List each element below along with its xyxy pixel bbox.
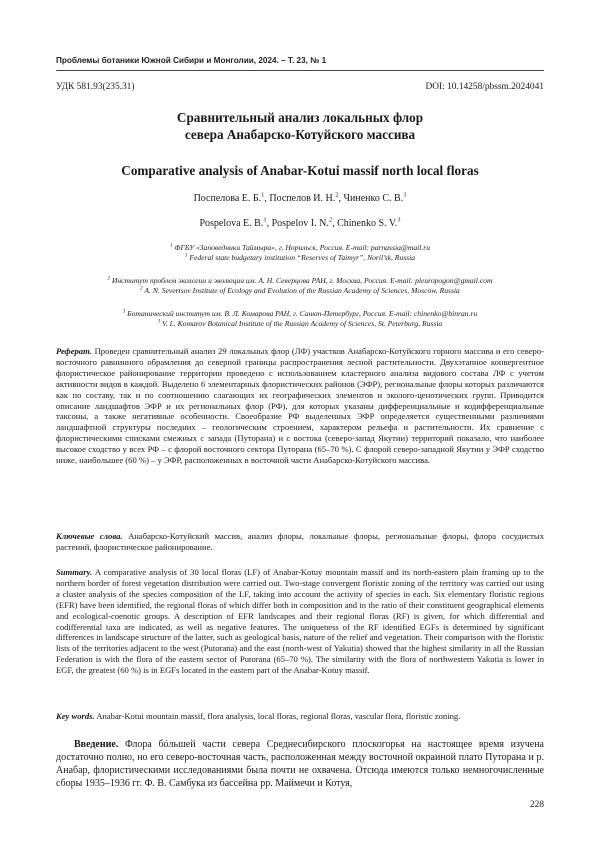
author-ru-3: Чиненко С. В.$^3$ [343, 191, 407, 204]
title-ru-line-2: севера Анабарско-Котуйского массива [184, 126, 416, 142]
affiliation-3-en: $^3$ V. L. Komarov Botanical Institute of the Russian Academy of Sciences, St. Peterburg, Russia [157, 319, 443, 329]
authors-english [56, 218, 544, 229]
author-ru-2: Поспелов И. Н.$^2$, [269, 191, 344, 204]
introduction-label: Введение. [74, 739, 119, 750]
keywords-en-label: Key words. [56, 711, 95, 721]
affiliation-3 [56, 309, 544, 329]
title-russian [56, 110, 544, 143]
author-en-1: Pospelova E. B.$^1$, [199, 216, 272, 229]
affiliation-1-en: $^1$ Federal state budgetary institution “Reserves of Taimyr”, Noril’sk, Russia [184, 253, 416, 263]
abstract-ru-label: Реферат. [56, 346, 93, 356]
header-rule [56, 70, 544, 71]
page-number: 228 [529, 800, 544, 810]
title-english: Comparative analysis of Anabar-Kotui massif north local floras [121, 163, 479, 178]
introduction-text: Флора бóльшей части севера Среднесибирского плоскогорья на настоящее время изучена достаточно полно, но его северо-восточная часть, расположенная между восточной окраиной плато Путорана и р. Анабар, флористическими исследованиями была почти не охвачена. Отсюда имеются только немногочисленные сборы 1935–1936 гг. Ф. В. Самбука из бассейна рр. Маймечи и Котуя, [56, 739, 544, 789]
author-ru-1: Поспелова Е. Б.$^1$, [193, 191, 270, 204]
authors-russian [56, 193, 544, 204]
doi: DOI: 10.14258/pbssm.2024041 [425, 82, 544, 92]
affiliation-1-ru: $^1$ ФГБУ «Заповедники Таймыра», г. Норильск, Россия. E-mail: parnassia@mail.ru [169, 243, 431, 252]
abstract-english [56, 567, 544, 676]
abstract-en-label: Summary. [56, 567, 93, 577]
introduction-paragraph [56, 738, 544, 790]
keywords-en-text: Anabar-Kotui mountain massif, flora analysis, local floras, regional floras, vascular flora, floristic zoning. [94, 711, 461, 721]
title-ru-line-1: Сравнительный анализ локальных флор [176, 110, 424, 125]
abstract-russian [56, 346, 544, 466]
affiliation-2-ru: $^2$ Институт проблем экологии и эволюции им. А. Н. Северцова РАН, г. Москва, Россия. E-mail: pleuropogon@gmail.com [107, 276, 493, 285]
keywords-russian [56, 531, 544, 553]
affiliation-2 [56, 276, 544, 296]
author-en-3: Chinenko S. V.$^3$ [337, 216, 401, 229]
affiliation-3-ru: $^3$ Ботанический институт им. В. Л. Комарова РАН, г. Санкт-Петербург, Россия. E-mail: chinenko@binran.ru [122, 309, 478, 318]
author-en-2: Pospelov I. N.$^2$, [271, 216, 338, 229]
affiliation-1 [56, 243, 544, 263]
meta-row [56, 82, 544, 92]
journal-running-header: Проблемы ботаники Южной Сибири и Монголии, 2024. – Т. 23, № 1 [56, 56, 327, 65]
keywords-ru-text: Анабарско-Котуйский массив, анализ флоры, локальные флоры, региональные флоры, флора сосудистых растений, флористическое районирование. [56, 531, 544, 552]
abstract-ru-text: Проведен сравнительный анализ 29 локальных флор (ЛФ) участков Анабарско-Котуйского горного массива и его северо-восточного равнинного обрамления до северной границы распространения лесной растительности. Двухэтапное конвергентное флористическое районирование территории проведено с использованием кластерного анализа видового состава ЛФ с учетом активности видов в каждой. Выделено 6 элементарных флористических районов (ЭФР), региональные флоры которых различаются как по составу, так и по соотношению слагающих их географических элементов и эколого-ценотических групп. Приводится описание ландшафтов ЭФР и их региональных флор (РФ), для которых указаны дифференциальные и кодифференциальные таксоны, а также негативные особенности. Своеобразие РФ выделенных ЭФР определяется существенными различиями ландшафтной структуры последних – геологическим строением, характером рельефа и растительности. Их сравнение с флористическими списками смежных с запада (Путорана) и с востока (северо-запад Якутии) территорий показало, что наиболее высокое сходство у всех РФ – с флорой восточного сектора Путорана (65–70 %). С флорой северо-западной Якутии у ЭФР сходство ниже, наибольшее (60 %) – у ЭФР, расположенных в восточной части Анабарско-Котуйского массива. [56, 346, 544, 466]
udc-code: УДК 581.93(235.31) [56, 82, 135, 92]
keywords-english [56, 711, 544, 722]
abstract-en-text: A comparative analysis of 30 local floras (LF) of Anabar-Kotuy mountain massif and its north-eastern plain framing up to the northern border of forest vegetation distribution were carried out. Two-stage convergent floristic zoning of the territory was carried out using a cluster analysis of the species composition of the LF, taking into account the activity of species in each. Six elementary floristic regions (EFR) have been identified, the regional floras of which differ both in composition and in the ratio of their constituent geographical elements and ecological-coenotic groups. A description of EFR landscapes and their regional floras (RF) is given, for which differential and codifferential taxa are indicated, as well as negative features. The uniqueness of the RF identified EGFs is determined by significant differences in landscape structure of the latter, such as geological basis, nature of the relief and vegetation. Their comparison with the floristic lists of the territories adjacent to the west (Putorana) and the east (north-west of Yakutia) showed that the highest similarity in all the Russian Federation is with the flora of the eastern sector of Putorana (65–70 %). The similarity with the flora of northwestern Yakutia is lower in EGF, the greatest (60 %) is in EGFs located in the eastern part of the Anabar-Kotuy massif. [56, 567, 544, 676]
keywords-ru-label: Ключевые слова. [56, 531, 123, 541]
affiliation-2-en: $^2$ A. N. Severtsov Institute of Ecology and Evolution of the Russian Academy of Sciences, Moscow, Russia [140, 286, 460, 296]
